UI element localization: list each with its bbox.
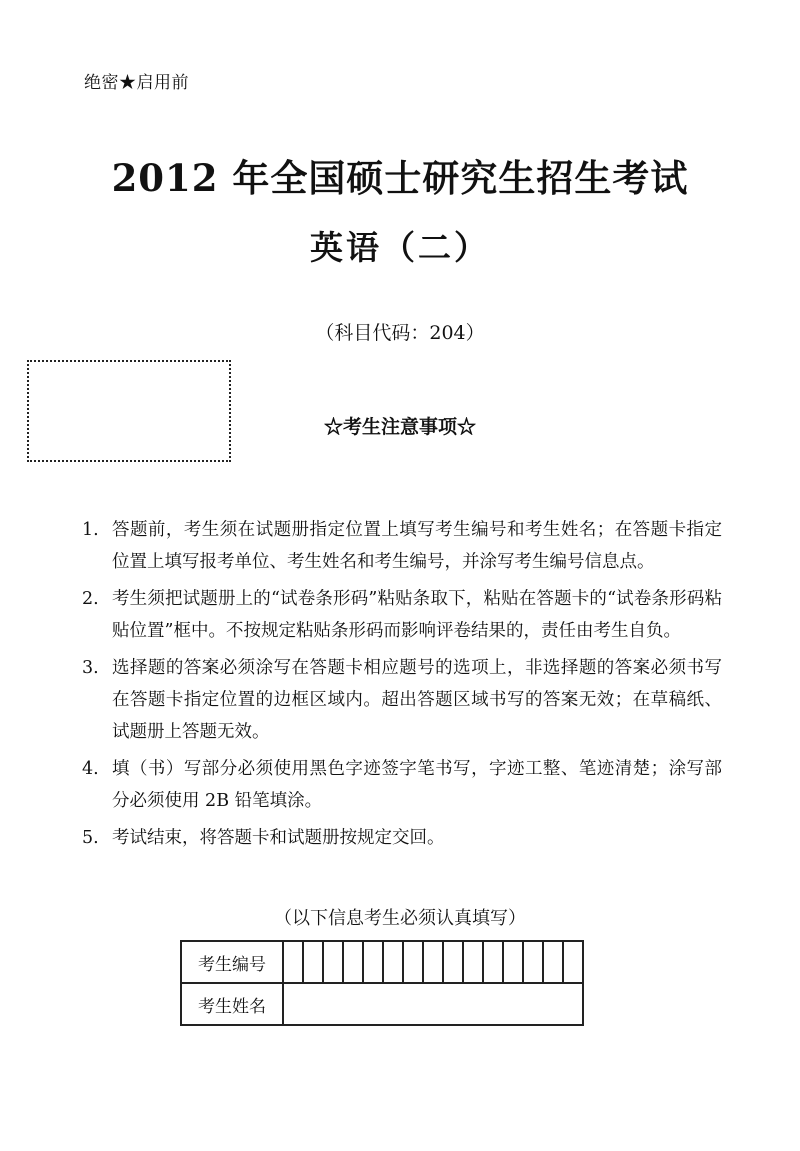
- examinee-number-cell[interactable]: [303, 941, 323, 983]
- instruction-item: [82, 514, 722, 578]
- instruction-number: 1.: [82, 520, 99, 540]
- instruction-item: [82, 822, 722, 854]
- instruction-text: 考试结束，将答题卡和试题册按规定交回。: [112, 828, 445, 848]
- examinee-number-cell[interactable]: [323, 941, 343, 983]
- examinee-number-cell[interactable]: [503, 941, 523, 983]
- info-heading: （以下信息考生必须认真填写）: [274, 908, 526, 929]
- barcode-sticker-area: [27, 360, 231, 462]
- instruction-item: [82, 753, 722, 817]
- examinee-name-label: 考生姓名: [181, 983, 283, 1025]
- examinee-number-cell[interactable]: [423, 941, 443, 983]
- instruction-text: 选择题的答案必须涂写在答题卡相应题号的选项上，非选择题的答案必须书写在答题卡指定位置的边框区域内。超出答题区域书写的答案无效；在草稿纸、试题册上答题无效。: [112, 658, 722, 742]
- notice-heading: ☆考生注意事项☆: [323, 416, 476, 438]
- exam-title: 2012 年全国硕士研究生招生考试: [111, 156, 689, 200]
- examinee-number-cell[interactable]: [463, 941, 483, 983]
- examinee-number-cell[interactable]: [523, 941, 543, 983]
- confidential-label: 绝密★启用前: [84, 73, 189, 93]
- instruction-text: 答题前，考生须在试题册指定位置上填写考生编号和考生姓名；在答题卡指定位置上填写报考单位、考生姓名和考生编号，并涂写考生编号信息点。: [112, 520, 722, 572]
- examinee-number-cell[interactable]: [483, 941, 503, 983]
- examinee-number-cell[interactable]: [403, 941, 423, 983]
- exam-subtitle: 英语（二）: [310, 228, 490, 267]
- instruction-item: [82, 583, 722, 647]
- instructions-list: [82, 514, 722, 859]
- examinee-number-cell[interactable]: [363, 941, 383, 983]
- examinee-name-row: [181, 983, 583, 1025]
- examinee-number-cell[interactable]: [443, 941, 463, 983]
- instruction-item: [82, 652, 722, 748]
- examinee-number-label: 考生编号: [181, 941, 283, 983]
- subject-code: （科目代码：204）: [315, 322, 485, 344]
- instruction-number: 3.: [82, 658, 99, 678]
- examinee-number-cell[interactable]: [563, 941, 583, 983]
- instruction-text: 考生须把试题册上的“试卷条形码”粘贴条取下，粘贴在答题卡的“试卷条形码粘贴位置”框中。不按规定粘贴条形码而影响评卷结果的，责任由考生自负。: [112, 589, 722, 641]
- examinee-name-field[interactable]: [283, 983, 583, 1025]
- instruction-number: 5.: [82, 828, 99, 848]
- examinee-info-table: [180, 940, 584, 1026]
- instruction-text: 填（书）写部分必须使用黑色字迹签字笔书写，字迹工整、笔迹清楚；涂写部分必须使用 2B 铅笔填涂。: [112, 759, 722, 811]
- instruction-number: 4.: [82, 759, 99, 779]
- examinee-number-cell[interactable]: [383, 941, 403, 983]
- examinee-number-cell[interactable]: [543, 941, 563, 983]
- instruction-number: 2.: [82, 589, 99, 609]
- examinee-number-cell[interactable]: [343, 941, 363, 983]
- examinee-number-row: [181, 941, 583, 983]
- examinee-number-cell[interactable]: [283, 941, 303, 983]
